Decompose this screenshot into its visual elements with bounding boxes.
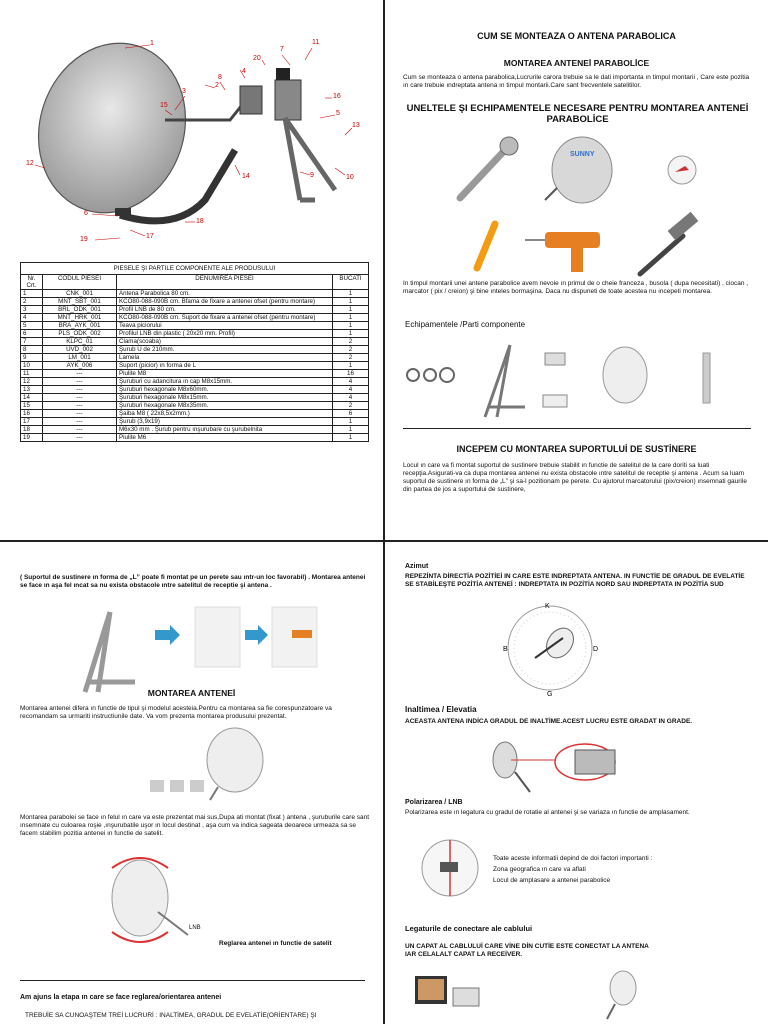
row-code: MNT_SBT_001 bbox=[43, 298, 117, 306]
bracket-part-icon bbox=[150, 780, 164, 792]
parts-row bbox=[21, 322, 369, 330]
parts-row bbox=[21, 298, 369, 306]
parts-row bbox=[21, 402, 369, 410]
tools-heading: UNELTELE ŞI ECHIPAMENTELE NECESARE PENTRU MONTAREA ANTENEİ PARABOLİCE bbox=[406, 103, 749, 125]
page-divider-vertical bbox=[383, 0, 385, 1024]
row-code: MNT_HRK_001 bbox=[43, 314, 117, 322]
callout-7: 7 bbox=[280, 46, 284, 53]
callout-8: 8 bbox=[218, 74, 222, 81]
tools-text: In timpul montarii unei antene parabolice avem nevoie ın primul de o cheie franceza , busola ( dupa necesitati) , ciocan , marcator ( pix / creion) şi bine ınteles bormaşina. Daca nu dispuneti de toate acestea nu ıncepeti montarea. bbox=[403, 280, 749, 295]
compass-icon bbox=[668, 156, 696, 184]
compass-letter-d: D bbox=[593, 646, 599, 653]
parts-row bbox=[21, 290, 369, 298]
cable-heading: Legaturile de conectare ale cablului bbox=[405, 924, 533, 933]
drill-icon bbox=[292, 630, 312, 638]
mount-heading: MONTAREA ANTENEİ bbox=[147, 688, 236, 698]
row-code: --- bbox=[43, 386, 117, 394]
row-nr: 10 bbox=[21, 362, 43, 370]
dish-icon bbox=[112, 860, 168, 936]
parts-row bbox=[21, 378, 369, 386]
marker-icon bbox=[477, 224, 495, 268]
mount-text-2: Montarea parabolei se face ın felul ın care va este prezentat mai sus,Dupa ati montat (fixat ) antena , şuruburile care sant ınsemnate cu culoarea roşie ,ınşurubatile uşor ın locul destinat , aşa cum va indica sageata deoarece urmeaza sa se facem stabilim pozitia antenei ın functie de satelit. bbox=[20, 814, 370, 837]
satellite-dish-icon bbox=[545, 137, 612, 203]
row-code: --- bbox=[43, 426, 117, 434]
intro-text: Cum se monteaza o antena parabolica,Lucrurile carora trebuie sa le dati importanta ın timpul montarii , Care este pozitia ın care trebuie ındreptata antena ın timpul montarii.Care sant frecventele satelitilor. bbox=[403, 74, 750, 89]
lnb-label: LNB bbox=[189, 925, 201, 931]
adjust-caption: Reglarea antenei ın functie de satelit bbox=[219, 940, 332, 947]
row-name: Şurub U de 210mm. bbox=[117, 346, 333, 354]
bracket-part-icon bbox=[170, 780, 184, 792]
parts-row bbox=[21, 418, 369, 426]
parts-row bbox=[21, 410, 369, 418]
parts-row bbox=[21, 338, 369, 346]
lnb-icon bbox=[545, 353, 565, 365]
row-nr: 7 bbox=[21, 338, 43, 346]
height-heading: Inaltimea / Elevatia bbox=[405, 705, 477, 714]
page-mounting bbox=[0, 542, 383, 1024]
dish-icon bbox=[207, 728, 263, 792]
bracket-closeup bbox=[575, 750, 615, 774]
row-qty: 2 bbox=[333, 346, 369, 354]
page-title: CUM SE MONTEAZA O ANTENA PARABOLICA bbox=[477, 31, 676, 41]
callout-11: 11 bbox=[312, 39, 320, 46]
row-name: Şaiba M8 ( 22x8,5x2mm.) bbox=[117, 410, 333, 418]
callout-12: 12 bbox=[26, 160, 34, 167]
row-name: Lamela bbox=[117, 354, 333, 362]
dish-rotation-illustration bbox=[0, 840, 383, 950]
tools-illustration bbox=[385, 128, 768, 278]
callout-2: 2 bbox=[215, 82, 219, 89]
compass-letter-g: G bbox=[547, 691, 553, 698]
row-nr: 15 bbox=[21, 402, 43, 410]
polarization-text: Polarizarea este ın legatura cu gradul de rotatie al antenei şi se variaza ın functie de amplasament. bbox=[405, 809, 690, 816]
bolt-part bbox=[115, 208, 131, 216]
row-code: AYK_006 bbox=[43, 362, 117, 370]
nuts-washers-icon bbox=[407, 368, 454, 382]
wall-panel-icon bbox=[195, 607, 240, 667]
factors-title: Toate aceste informatii depind de doi factori importanti : bbox=[493, 855, 653, 862]
row-nr: 4 bbox=[21, 314, 43, 322]
row-qty: 1 bbox=[333, 290, 369, 298]
row-qty: 1 bbox=[333, 330, 369, 338]
row-code: UVD_002 bbox=[43, 346, 117, 354]
row-qty: 1 bbox=[333, 314, 369, 322]
row-nr: 6 bbox=[21, 330, 43, 338]
dish-brand: SUNNY bbox=[570, 151, 595, 158]
row-nr: 12 bbox=[21, 378, 43, 386]
row-code: PLS_ODK_002 bbox=[43, 330, 117, 338]
compass-letter-b: B bbox=[503, 646, 508, 653]
row-nr: 2 bbox=[21, 298, 43, 306]
dish-assembly-illustration bbox=[0, 722, 383, 812]
row-qty: 1 bbox=[333, 434, 369, 442]
factor-1: Zona geografica ın care va aflati bbox=[493, 866, 586, 873]
row-name: KCO80-088-090B cm. Suport de fixare a antenei ofset (pentru montare) bbox=[117, 314, 333, 322]
parts-row bbox=[21, 426, 369, 434]
mount-intro: ( Suportul de sustinere ın forma de „L” poate fi montat pe un perete sau ıntr-un loc favorabil) . Montarea antenei se face ın aşa fel ıncat sa nu exista obstacole ıntre satelitul de receptie şi antena . bbox=[20, 574, 366, 589]
col-nr: Nr. Crt. bbox=[21, 275, 43, 290]
row-name: Şurub (3,9x19) bbox=[117, 418, 333, 426]
callout-15: 15 bbox=[160, 102, 168, 109]
row-nr: 9 bbox=[21, 354, 43, 362]
row-nr: 11 bbox=[21, 370, 43, 378]
azimut-text: REPEZİNTA DİRECTİA POZİTİEİ IN CARE ESTE INDREPTATA ANTENA. IN FUNCTİE DE GRADUL DE EVELATİE SE STABİLEŞTE POZİTİA ANTENEİ : INDREPTATA IN POZİTİA NORD SAU INDREPTATA IN POZİTİA SUD bbox=[405, 573, 745, 588]
callout-6: 6 bbox=[84, 210, 88, 217]
callout-18: 18 bbox=[196, 218, 204, 225]
row-qty: 1 bbox=[333, 298, 369, 306]
row-qty: 2 bbox=[333, 338, 369, 346]
row-code: BRA_AYK_001 bbox=[43, 322, 117, 330]
bracket-part-icon bbox=[190, 780, 204, 792]
row-name: Piulite M8 bbox=[117, 370, 333, 378]
divider bbox=[20, 980, 365, 981]
row-name: Suport (picior) ın forma de L bbox=[117, 362, 333, 370]
row-name: Antena Parabolica 80 cm. bbox=[117, 290, 333, 298]
l-support-icon bbox=[85, 612, 135, 692]
callout-4: 4 bbox=[242, 68, 246, 75]
divider bbox=[403, 428, 751, 429]
page-parts-diagram bbox=[0, 0, 383, 540]
parts-row bbox=[21, 386, 369, 394]
row-name: Piulite M6 bbox=[117, 434, 333, 442]
row-code: BRL_ODK_001 bbox=[43, 306, 117, 314]
page-divider-horizontal bbox=[0, 540, 768, 542]
lnb-icon bbox=[440, 862, 458, 872]
callout-13: 13 bbox=[352, 122, 360, 129]
polarization-heading: Polarizarea / LNB bbox=[405, 799, 463, 806]
row-name: Şuruburi hexagonale M8x35mm. bbox=[117, 402, 333, 410]
parts-row bbox=[21, 330, 369, 338]
row-qty: 4 bbox=[333, 394, 369, 402]
row-qty: 16 bbox=[333, 370, 369, 378]
row-qty: 1 bbox=[333, 426, 369, 434]
callout-14: 14 bbox=[242, 173, 250, 180]
row-code: --- bbox=[43, 394, 117, 402]
parts-table-title: PIESELE ŞI PARTILE COMPONENTE ALE PRODUSULUI bbox=[21, 263, 369, 275]
col-name: DENUMIREA PIESEI bbox=[117, 275, 333, 290]
callout-3: 3 bbox=[182, 88, 186, 95]
lnb-holder bbox=[276, 68, 290, 80]
parts-row bbox=[21, 434, 369, 442]
row-qty: 1 bbox=[333, 362, 369, 370]
compass-illustration bbox=[385, 598, 768, 698]
row-nr: 3 bbox=[21, 306, 43, 314]
arrow-right-icon bbox=[245, 625, 268, 645]
row-nr: 16 bbox=[21, 410, 43, 418]
clamp-icon bbox=[543, 395, 567, 407]
callout-9: 9 bbox=[310, 172, 314, 179]
wall-foot bbox=[285, 118, 335, 200]
page-orientation bbox=[385, 542, 768, 1024]
row-code: CNK_001 bbox=[43, 290, 117, 298]
parts-row bbox=[21, 354, 369, 362]
row-name: Profil LNB de 80 cm. bbox=[117, 306, 333, 314]
height-text: ACEASTA ANTENA INDİCA GRADUL DE INALTİME.ACEST LUCRU ESTE GRADAT IN GRADE. bbox=[405, 718, 693, 725]
drill-icon bbox=[525, 232, 600, 272]
parts-row bbox=[21, 314, 369, 322]
row-name: Şuruburi hexagonale M8x60mm. bbox=[117, 386, 333, 394]
row-code: --- bbox=[43, 370, 117, 378]
row-qty: 4 bbox=[333, 386, 369, 394]
row-qty: 1 bbox=[333, 322, 369, 330]
cable-text-1: UN CAPAT AL CABLULUİ CARE VİNE DİN CUTİE ESTE CONECTAT LA ANTENA bbox=[405, 943, 649, 950]
row-name: Şuruburi hexagonale M8x15mm. bbox=[117, 394, 333, 402]
row-name: Şuruburi cu adancitura ın cap M8x15mm. bbox=[117, 378, 333, 386]
parts-row bbox=[21, 346, 369, 354]
azimut-label: Azimut bbox=[405, 563, 429, 570]
elevation-illustration bbox=[385, 730, 768, 800]
exploded-dish-diagram bbox=[0, 0, 383, 255]
arrow-right-icon bbox=[155, 625, 180, 645]
compass-letter-k: K bbox=[545, 603, 550, 610]
row-name: Profilul LNB din plastic ( 20x20 mm. Profil) bbox=[117, 330, 333, 338]
dish-reflector bbox=[17, 24, 207, 232]
row-name: Teava piciorului bbox=[117, 322, 333, 330]
polarization-illustration bbox=[400, 830, 520, 900]
parts-row bbox=[21, 370, 369, 378]
row-name: KCO80-088-090B cm. Bfama de fixare a antenei ofset (pentru montare) bbox=[117, 298, 333, 306]
callout-1: 1 bbox=[150, 40, 154, 47]
callout-20: 20 bbox=[253, 55, 261, 62]
row-nr: 8 bbox=[21, 346, 43, 354]
factor-2: Locul de amplasare a antenei parabolice bbox=[493, 877, 611, 884]
stage-heading: Am ajuns la etapa ın care se face reglarea/orientarea antenei bbox=[20, 994, 222, 1001]
row-name: M6x30 mm . Şurub pentru ınşurubare cu şurubelnita bbox=[117, 426, 333, 434]
row-qty: 2 bbox=[333, 354, 369, 362]
page-subtitle: MONTAREA ANTENEİ PARABOLİCE bbox=[503, 58, 650, 68]
equipment-illustration bbox=[385, 335, 768, 425]
row-code: --- bbox=[43, 402, 117, 410]
l-bracket-icon bbox=[485, 345, 525, 417]
col-code: CODUL PIESEI bbox=[43, 275, 117, 290]
callout-16: 16 bbox=[333, 93, 341, 100]
row-nr: 18 bbox=[21, 426, 43, 434]
dish-icon bbox=[603, 347, 647, 403]
row-code: --- bbox=[43, 418, 117, 426]
lnb-bracket bbox=[275, 80, 301, 120]
parts-row bbox=[21, 306, 369, 314]
mount-bracket bbox=[240, 86, 262, 114]
row-qty: 1 bbox=[333, 306, 369, 314]
stage-text: TREBUİE SA CUNOAŞTEM TREİ LUCRURİ : INALTİMEA, GRADUL DE EVELATİE(ORİENTARE) ŞI bbox=[25, 1012, 317, 1019]
support-text: Locul ın care va fi montat suportul de sustinere trebuie stabilit ın functie de satelitul de la care doriti sa luati recepţia.Asigurati-va ca dupa montarea antenei nu exista obstacole ıntre satelitul de receptie şi antena . Acum sa luam suportul de sustinere ın forma de „L” şi sa-l pozitionam pe perete. Cu ajutorul marcatorului (pix/creion) ınsemnati gaurile din partea de jos a suportului de sustinere, bbox=[403, 462, 747, 493]
row-code: --- bbox=[43, 410, 117, 418]
cable-illustration bbox=[385, 964, 768, 1024]
row-nr: 13 bbox=[21, 386, 43, 394]
row-nr: 14 bbox=[21, 394, 43, 402]
equipment-heading: Echipamentele /Parti componente bbox=[405, 320, 526, 329]
parts-row bbox=[21, 394, 369, 402]
parts-row bbox=[21, 362, 369, 370]
cable-text-2: IAR CELALALT CAPAT LA RECEİVER. bbox=[405, 951, 523, 958]
mounting-steps-illustration bbox=[0, 592, 383, 702]
row-code: LM_001 bbox=[43, 354, 117, 362]
row-nr: 19 bbox=[21, 434, 43, 442]
row-code: KLPC_01 bbox=[43, 338, 117, 346]
row-qty: 2 bbox=[333, 402, 369, 410]
receiver-icon bbox=[453, 988, 479, 1006]
callout-5: 5 bbox=[336, 110, 340, 117]
bolt-icon bbox=[703, 353, 710, 403]
col-qty: BUCATI bbox=[333, 275, 369, 290]
row-nr: 17 bbox=[21, 418, 43, 426]
row-qty: 4 bbox=[333, 378, 369, 386]
dish-icon bbox=[610, 971, 636, 1005]
page-tools bbox=[385, 0, 768, 540]
row-code: --- bbox=[43, 378, 117, 386]
support-heading: INCEPEM CU MONTAREA SUPORTULUİ DE SUSTİNERE bbox=[456, 444, 697, 454]
callout-19: 19 bbox=[80, 236, 88, 243]
row-qty: 1 bbox=[333, 418, 369, 426]
callout-17: 17 bbox=[146, 233, 154, 240]
parts-table bbox=[20, 262, 369, 442]
row-name: Clama(scoaba) bbox=[117, 338, 333, 346]
hammer-icon bbox=[640, 212, 698, 274]
row-code: --- bbox=[43, 434, 117, 442]
mount-text-1: Montarea antenei difera ın functie de tipul şi modelul acesteia.Pentru ca montarea sa fie corespunzatoare va recomandam sa urmariti instructiunile date. Va vom prezenta montarea produsului prezentat. bbox=[20, 705, 332, 720]
row-qty: 6 bbox=[333, 410, 369, 418]
wrench-icon bbox=[460, 137, 518, 198]
row-nr: 1 bbox=[21, 290, 43, 298]
row-nr: 5 bbox=[21, 322, 43, 330]
callout-10: 10 bbox=[346, 174, 354, 181]
